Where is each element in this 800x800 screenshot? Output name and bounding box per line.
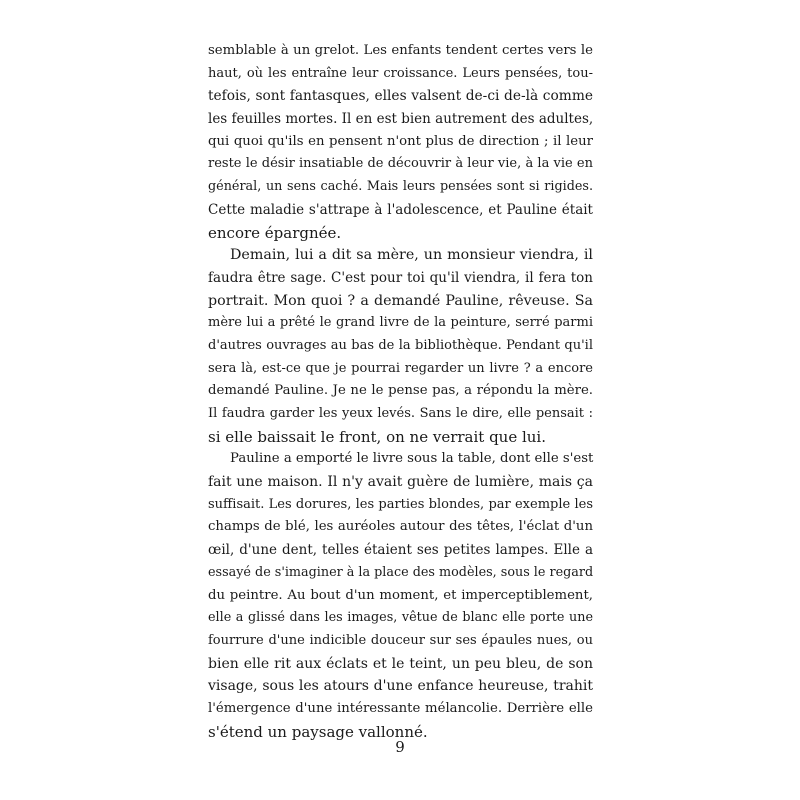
text-line: qui quoi qu'ils en pensent n'ont plus de direction ; il leur bbox=[208, 133, 593, 149]
text-line: général, un sens caché. Mais leurs pensées sont si rigides. bbox=[208, 179, 593, 195]
page-number: 9 bbox=[395, 738, 405, 756]
text-line: tefois, sont fantasques, elles valsent de-ci de-là comme bbox=[208, 88, 593, 105]
text-line: Pauline a emporté le livre sous la table, dont elle s'est bbox=[230, 451, 594, 467]
text-line: bien elle rit aux éclats et le teint, un peu bleu, de son bbox=[208, 655, 593, 672]
text-line: œil, d'une dent, telles étaient ses petites lampes. Elle a bbox=[208, 542, 593, 559]
text-line: semblable à un grelot. Les enfants tendent certes vers le bbox=[208, 43, 593, 58]
text-line: elle a glissé dans les images, vêtue de blanc elle porte une bbox=[208, 610, 593, 626]
text-line: demandé Pauline. Je ne le pense pas, a répondu la mère. bbox=[208, 383, 593, 399]
text-line: d'autres ouvrages au bas de la bibliothèque. Pendant qu'il bbox=[208, 337, 593, 353]
text-line: Il faudra garder les yeux levés. Sans le dire, elle pensait : bbox=[208, 406, 593, 421]
text-line: essayé de s'imaginer à la place des modèles, sous le regard bbox=[208, 564, 594, 580]
paragraph-1 bbox=[208, 40, 593, 244]
text-line: du peintre. Au bout d'un moment, et imperceptiblement, bbox=[208, 587, 593, 603]
text-line: sera là, est-ce que je pourrai regarder un livre ? a encore bbox=[208, 360, 593, 376]
text-line: l'émergence d'une intéressante mélancolie. Derrière elle bbox=[208, 700, 593, 716]
text-line: encore épargnée. bbox=[208, 223, 342, 242]
text-line: haut, où les entraîne leur croissance. Leurs pensées, tou- bbox=[208, 65, 593, 81]
text-line: visage, sous les atours d'une enfance heureuse, trahit bbox=[208, 678, 593, 695]
text-line: faudra être sage. C'est pour toi qu'il viendra, il fera ton bbox=[208, 269, 593, 286]
text-line: reste le désir insatiable de découvrir à leur vie, à la vie en bbox=[208, 156, 593, 172]
text-line: s'étend un paysage vallonné. bbox=[208, 722, 428, 741]
paragraph-3 bbox=[208, 448, 593, 743]
text-line: suffisait. Les dorures, les parties blondes, par exemple les bbox=[208, 496, 593, 512]
text-line: les feuilles mortes. Il en est bien autrement des adultes, bbox=[208, 111, 594, 128]
body-text bbox=[208, 40, 593, 743]
text-line: champs de blé, les auréoles autour des têtes, l'éclat d'un bbox=[208, 519, 593, 535]
text-line: mère lui a prêté le grand livre de la peinture, serré parmi bbox=[208, 315, 593, 331]
paragraph-2 bbox=[208, 244, 593, 448]
text-line: fourrure d'une indicible douceur sur ses épaules nues, ou bbox=[208, 632, 593, 648]
text-line: Demain, lui a dit sa mère, un monsieur viendra, il bbox=[230, 247, 593, 264]
text-line: si elle baissait le front, on ne verrait que lui. bbox=[208, 427, 546, 446]
text-line: portrait. Mon quoi ? a demandé Pauline, rêveuse. Sa bbox=[208, 292, 593, 309]
text-line: fait une maison. Il n'y avait guère de lumière, mais ça bbox=[208, 474, 593, 491]
text-line: Cette maladie s'attrape à l'adolescence, et Pauline était bbox=[208, 201, 593, 218]
